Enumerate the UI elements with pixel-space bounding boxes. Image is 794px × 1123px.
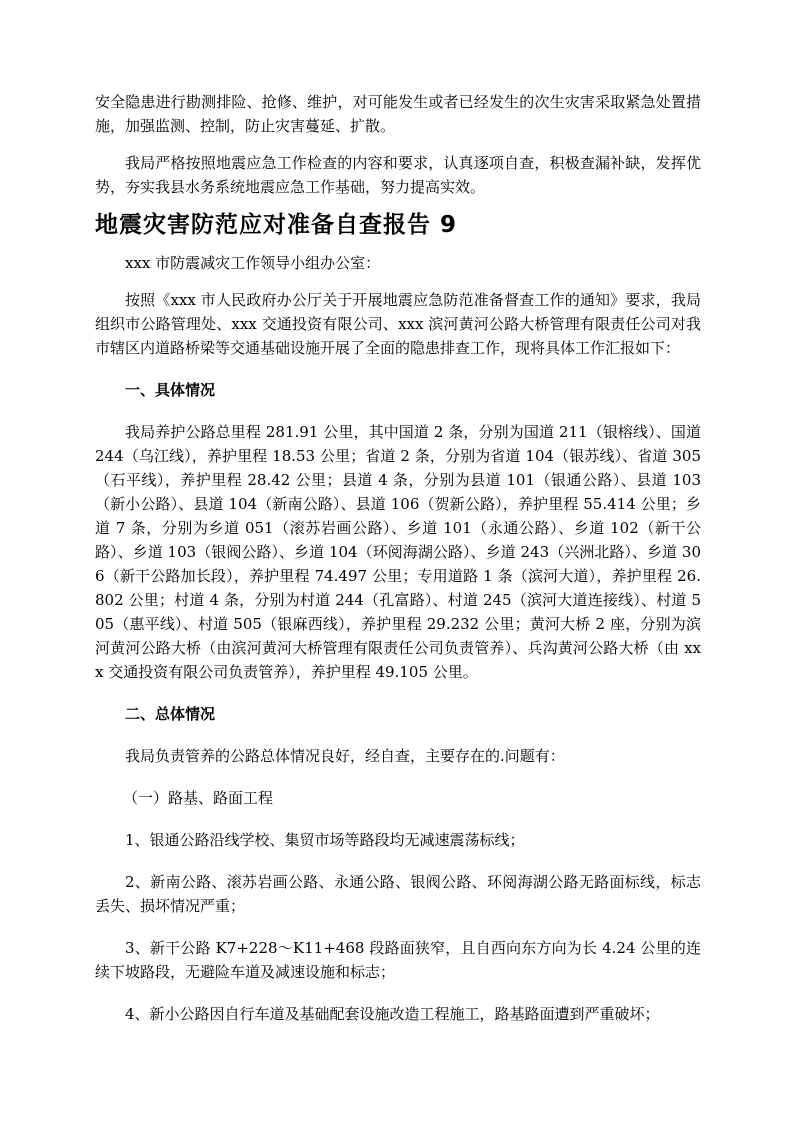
paragraph-strict-compliance: 我局严格按照地震应急工作检查的内容和要求，认真逐项自查，积极查漏补缺，发挥优势，夯实我县水务系统地震应急工作基础，努力提高实效。 <box>95 154 701 196</box>
report-title: 地震灾害防范应对准备自查报告 9 <box>95 212 458 238</box>
heading-overall-situation: 二、总体情况 <box>125 705 216 723</box>
list-item-3: 3、新干公路 K7+228～K11+468 段路面狭窄，且自西向东方向为长 4.24 公里的连续下坡路段，无避险车道及减速设施和标志； <box>95 939 701 981</box>
heading-specific-situation: 一、具体情况 <box>125 381 216 399</box>
list-item-2: 2、新南公路、滚苏岩画公路、永通公路、银阀公路、环阅海湖公路无路面标线，标志丢失、损坏情况严重； <box>95 873 701 915</box>
list-item-1: 1、银通公路沿线学校、集贸市场等路段均无减速震荡标线； <box>125 831 525 849</box>
paragraph-intro: 按照《xxx 市人民政府办公厅关于开展地震应急防范准备督查工作的通知》要求，我局组织市公路管理处、xxx 交通投资有限公司、xxx 滨河黄河公路大桥管理有限责任公司对我市辖区内道路桥梁等交通基础设施开展了全面的隐患排查工作，现将具体工作汇报如下： <box>95 291 701 357</box>
paragraph-specific-situation: 我局养护公路总里程 281.91 公里，其中国道 2 条，分别为国道 211（银榕线）、国道 244（乌江线），养护里程 18.53 公里；省道 2 条，分别为省道 104（银苏线）、省道 305（石平线），养护里程 28.42 公里；县道 4 条，分别为县道 101（银通公路）、县道 103（新小公路）、县道 104（新南公路）、县道 106（贺新公路），养护里程 55.414 公里；乡道 7 条，分别为乡道 051（滚苏岩画公路）、乡道 101（永通公路）、乡道 102（新干公路）、乡道 103（银阀公路）、乡道 104（环阅海湖公路）、乡道 243（兴洲北路）、乡道 306（新干公路加长段），养护里程 74.497 公里；专用道路 1 条（滨河大道），养护里程 26.802 公里；村道 4 条，分别为村道 244（孔富路）、村道 245（滨河大道连接线）、村道 505（惠平线）、村道 505（银麻西线），养护里程 29.232 公里；黄河大桥 2 座，分别为滨河黄河公路大桥（由滨河黄河大桥管理有限责任公司负责管养）、兵沟黄河公路大桥（由 xxx 交通投资有限公司负责管养），养护里程 49.105 公里。 <box>95 423 701 681</box>
paragraph-continuation: 安全隐患进行勘测排险、抢修、维护，对可能发生或者已经发生的次生灾害采取紧急处置措施，加强监测、控制，防止灾害蔓延、扩散。 <box>95 93 701 135</box>
paragraph-overall-situation: 我局负责管养的公路总体情况良好，经自查，主要存在的.问题有： <box>125 747 565 765</box>
subheading-road-engineering: （一）路基、路面工程 <box>123 789 274 807</box>
document-page <box>95 90 701 1026</box>
list-item-4: 4、新小公路因自行车道及基础配套设施改造工程施工，路基路面遭到严重破坏； <box>125 1005 660 1023</box>
salutation: xxx 市防震减灾工作领导小组办公室： <box>125 254 381 272</box>
